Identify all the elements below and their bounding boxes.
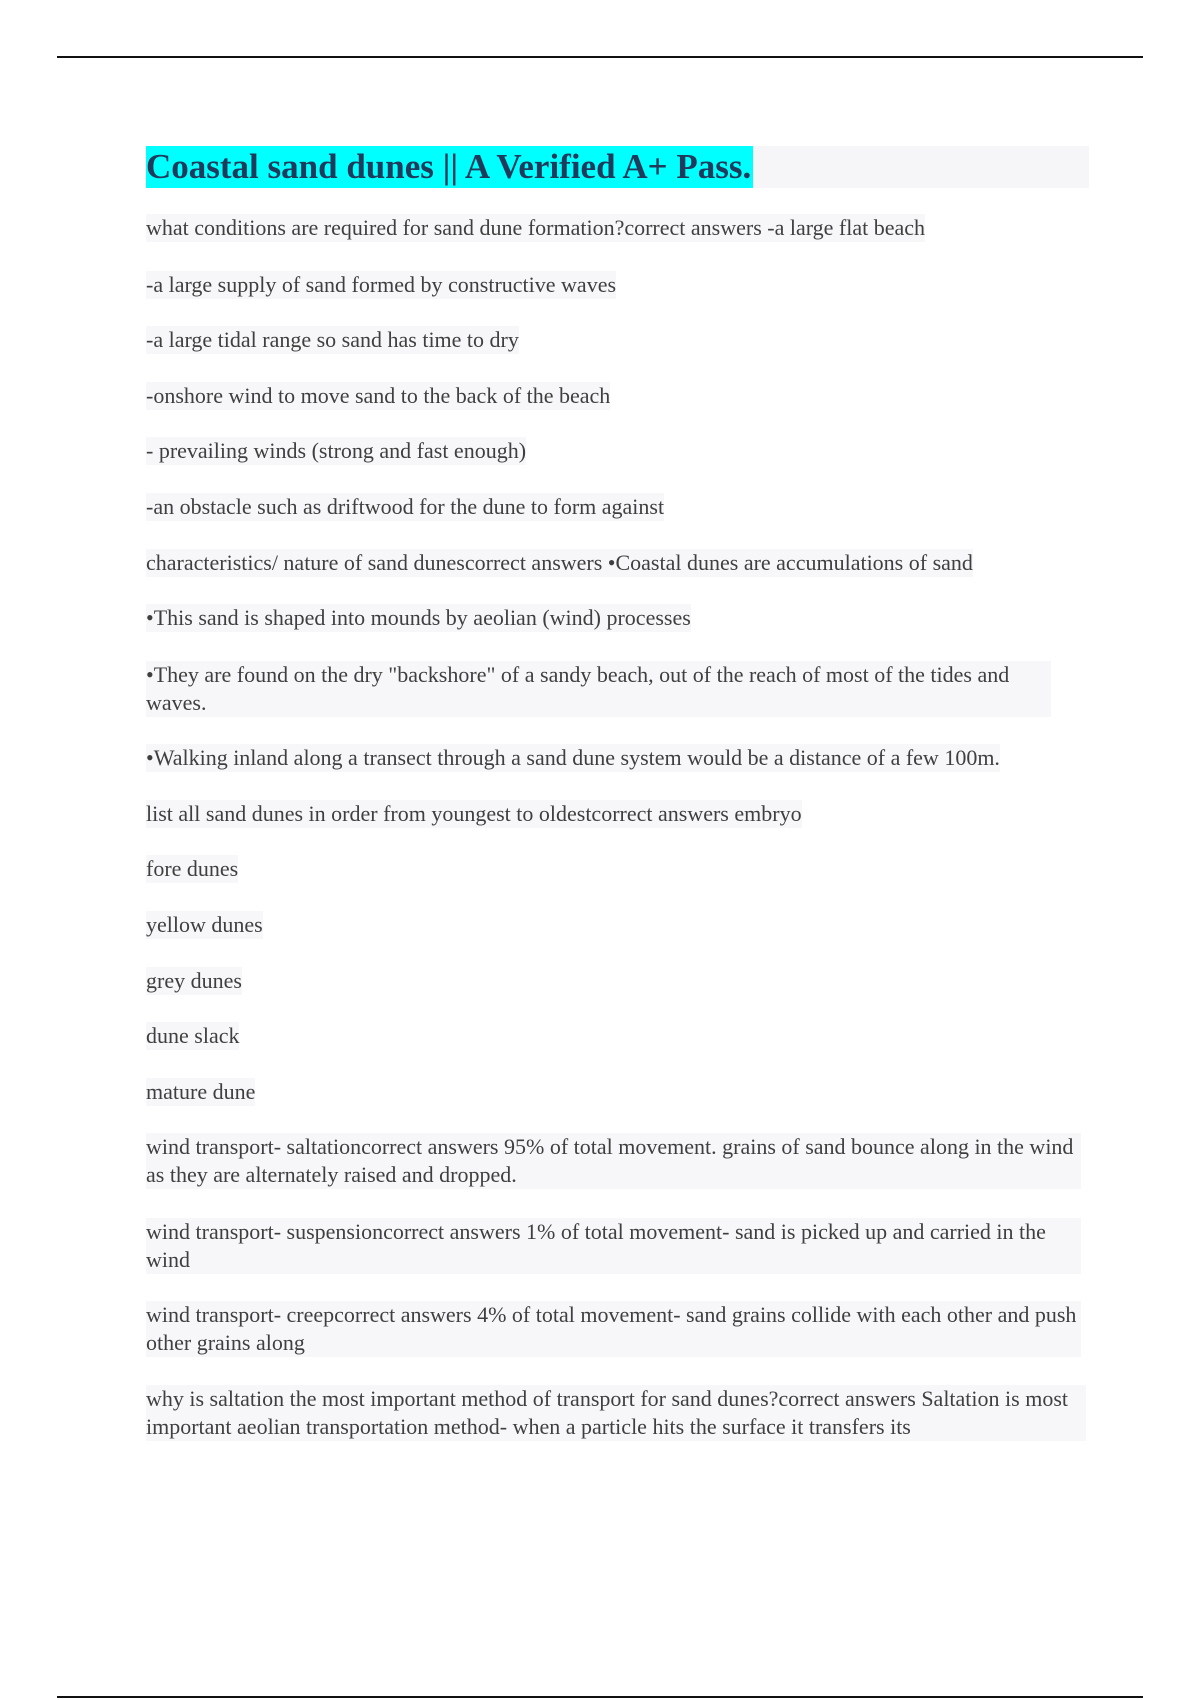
paragraph: dune slack xyxy=(146,1023,240,1048)
paragraph: -an obstacle such as driftwood for the dune to form against xyxy=(146,494,665,519)
paragraph: •This sand is shaped into mounds by aeolian (wind) processes xyxy=(146,605,691,630)
paragraph: list all sand dunes in order from youngest to oldestcorrect answers embryo xyxy=(146,801,802,826)
paragraph: fore dunes xyxy=(146,856,239,881)
paragraph: -a large tidal range so sand has time to dry xyxy=(146,327,519,352)
paragraph: yellow dunes xyxy=(146,912,263,937)
paragraph: why is saltation the most important method of transport for sand dunes?correct answers Saltation is most important aeolian transportation method- when a particle hits the surface it transfers its xyxy=(146,1385,1086,1441)
paragraph: wind transport- suspensioncorrect answers 1% of total movement- sand is picked up and carried in the wind xyxy=(146,1218,1081,1274)
paragraph: - prevailing winds (strong and fast enough) xyxy=(146,438,527,463)
paragraph: grey dunes xyxy=(146,968,242,993)
paragraph: -onshore wind to move sand to the back of the beach xyxy=(146,383,611,408)
bottom-rule xyxy=(57,1696,1143,1698)
paragraph: mature dune xyxy=(146,1079,256,1104)
paragraph: wind transport- creepcorrect answers 4% of total movement- sand grains collide with each other and push other grains along xyxy=(146,1301,1081,1357)
paragraph: •Walking inland along a transect through a sand dune system would be a distance of a few 100m. xyxy=(146,745,1000,770)
top-rule xyxy=(57,56,1143,58)
document-title: Coastal sand dunes || A Verified A+ Pass. xyxy=(146,147,752,186)
paragraph: wind transport- saltationcorrect answers 95% of total movement. grains of sand bounce along in the wind as they are alternately raised and dropped. xyxy=(146,1133,1081,1189)
paragraph: characteristics/ nature of sand dunescorrect answers •Coastal dunes are accumulations of sand xyxy=(146,550,973,575)
paragraph: •They are found on the dry "backshore" of a sandy beach, out of the reach of most of the tides and waves. xyxy=(146,661,1051,717)
paragraph: -a large supply of sand formed by constructive waves xyxy=(146,272,617,297)
paragraph: what conditions are required for sand dune formation?correct answers -a large flat beach xyxy=(146,215,926,240)
